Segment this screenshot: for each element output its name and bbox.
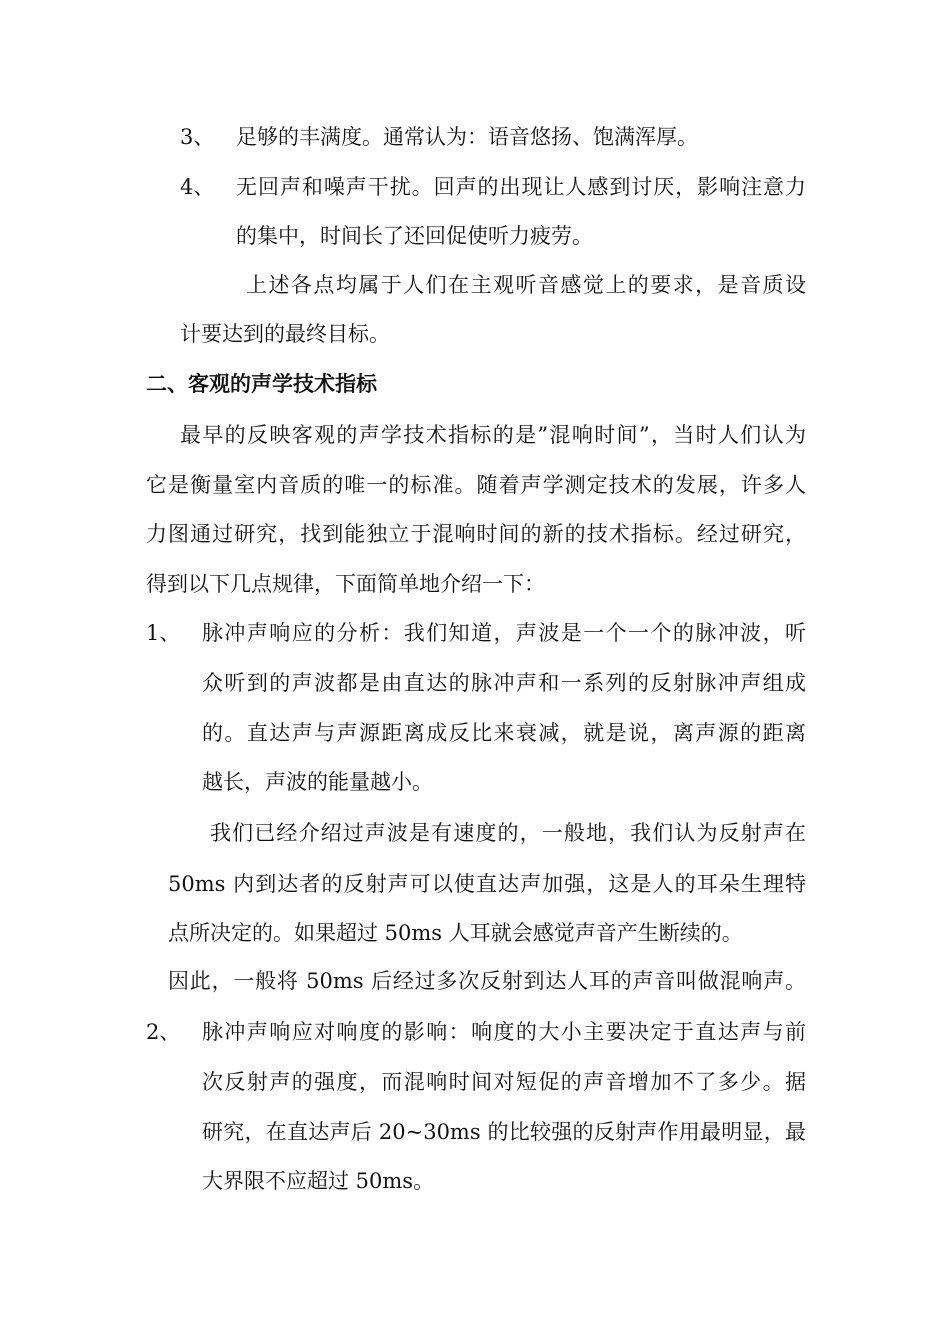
list-item-text: 脉冲声响应的分析：我们知道，声波是一个一个的脉冲波，听 <box>202 621 806 645</box>
list-item-number: 2、 <box>146 1020 181 1044</box>
list-item-number: 4、 <box>180 175 215 199</box>
list-item-text: 的集中，时间长了还回促使听力疲劳。 <box>236 224 593 248</box>
reflection-paragraph-line: 50ms 内到达者的反射声可以使直达声加强，这是人的耳朵生理特 <box>168 872 806 896</box>
list-item-number: 3、 <box>180 125 215 149</box>
reflection-paragraph-line: 因此，一般将 50ms 后经过多次反射到达人耳的声音叫做混响声。 <box>168 969 806 993</box>
list-item-text: 足够的丰满度。通常认为：语音悠扬、饱满浑厚。 <box>236 125 698 149</box>
list-item-text: 大界限不应超过 50ms。 <box>202 1169 435 1193</box>
list-item-text: 的。直达声与声源距离成反比来衰减，就是说，离声源的距离 <box>202 721 806 745</box>
intro-paragraph-line: 得到以下几点规律，下面简单地介绍一下： <box>146 572 545 596</box>
list-item-number: 1、 <box>146 621 181 645</box>
reflection-paragraph-line: 我们已经介绍过声波是有速度的，一般地，我们认为反射声在 <box>210 821 806 845</box>
summary-paragraph-line: 上述各点均属于人们在主观听音感觉上的要求，是音质设 <box>246 273 806 297</box>
section-heading: 二、客观的声学技术指标 <box>146 372 377 396</box>
list-item-text: 众听到的声波都是由直达的脉冲声和一系列的反射脉冲声组成 <box>202 671 806 695</box>
summary-paragraph-line: 计要达到的最终目标。 <box>180 322 390 346</box>
intro-paragraph-line: 力图通过研究，找到能独立于混响时间的新的技术指标。经过研究， <box>146 522 806 546</box>
list-item-text: 研究，在直达声后 20~30ms 的比较强的反射声作用最明显，最 <box>202 1120 806 1144</box>
list-item-text: 脉冲声响应对响度的影响：响度的大小主要决定于直达声与前 <box>202 1020 806 1044</box>
intro-paragraph-line: 最早的反映客观的声学技术指标的是”混响时间”，当时人们认为 <box>180 423 806 447</box>
list-item-text: 次反射声的强度，而混响时间对短促的声音增加不了多少。据 <box>202 1070 806 1094</box>
intro-paragraph-line: 它是衡量室内音质的唯一的标准。随着声学测定技术的发展，许多人 <box>146 473 806 497</box>
reflection-paragraph-line: 点所决定的。如果超过 50ms 人耳就会感觉声音产生断续的。 <box>168 921 743 945</box>
list-item-text: 无回声和噪声干扰。回声的出现让人感到讨厌，影响注意力 <box>236 175 806 199</box>
list-item-text: 越长，声波的能量越小。 <box>202 770 433 794</box>
